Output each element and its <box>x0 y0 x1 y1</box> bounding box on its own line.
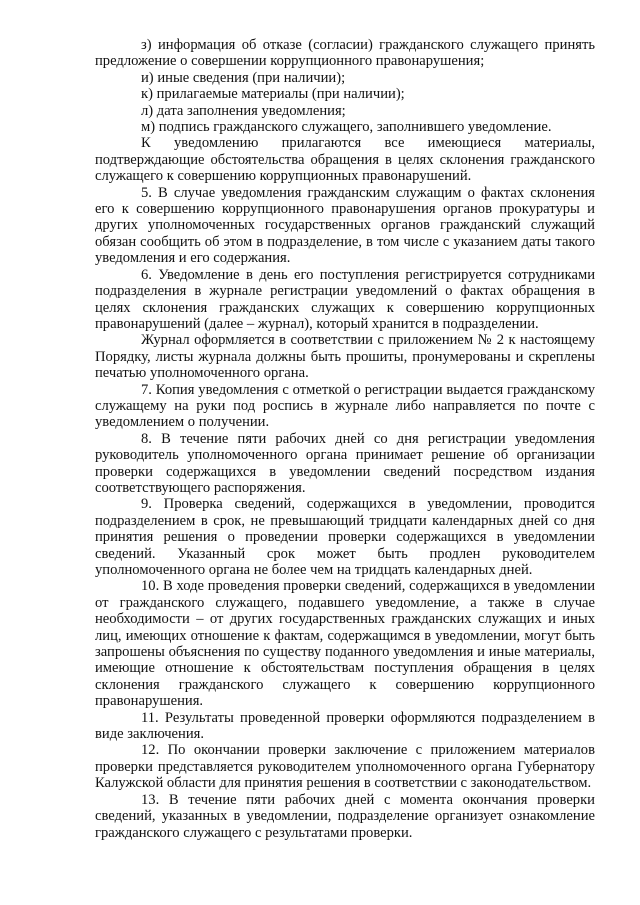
paragraph-12: 12. По окончании проверки заключение с приложением материалов проверки представляется руководителем уполномоченного органа Губернатору Калужской области для принятия решения в соответствии с законодательством. <box>95 742 595 792</box>
paragraph-journal: Журнал оформляется в соответствии с приложением № 2 к настоящему Порядку, листы журнала должны быть прошиты, пронумерованы и скреплены печатью уполномоченного органа. <box>95 332 595 382</box>
paragraph-item-l: л) дата заполнения уведомления; <box>141 102 346 119</box>
paragraph-item-i: и) иные сведения (при наличии); <box>141 69 346 86</box>
paragraph-attachments: К уведомлению прилагаются все имеющиеся материалы, подтверждающие обстоятельства обращения в целях склонения гражданского служащего к совершению коррупционных правонарушений. <box>95 135 595 185</box>
paragraph-item-m: м) подпись гражданского служащего, заполнившего уведомление. <box>141 119 552 136</box>
paragraph-8: 8. В течение пяти рабочих дней со дня регистрации уведомления руководитель уполномоченного органа принимает решение об организации проверки содержащихся в уведомлении сведений посредством издания соответствующего распоряжения. <box>95 430 595 496</box>
paragraph-item-k: к) прилагаемые материалы (при наличии); <box>141 86 405 103</box>
paragraph-6: 6. Уведомление в день его поступления регистрируется сотрудниками подразделения в журнале регистрации уведомлений о фактах обращения в целях склонения гражданских служащих к совершению коррупционных правонарушений (далее – журнал), который хранится в подразделении. <box>95 266 595 332</box>
paragraph-item-z: з) информация об отказе (согласии) гражданского служащего принять предложение о совершении коррупционного правонарушения; <box>95 37 595 70</box>
paragraph-13: 13. В течение пяти рабочих дней с момента окончания проверки сведений, указанных в уведомлении, подразделение организует ознакомление гражданского служащего с результатами проверки. <box>95 791 595 841</box>
paragraph-10: 10. В ходе проведения проверки сведений, содержащихся в уведомлении от гражданского служащего, подавшего уведомление, а также в случае необходимости – от других государственных гражданских служащих и иных лиц, имеющих отношение к фактам, содержащимся в уведомлении, могут быть запрошены объяснения по существу поданного уведомления и иные материалы, имеющие отношение к обстоятельствам поступления обращения в целях склонения гражданского служащего к совершению коррупционного правонарушения. <box>95 578 595 710</box>
document-page <box>95 37 595 841</box>
paragraph-7: 7. Копия уведомления с отметкой о регистрации выдается гражданскому служащему на руки под роспись в журнале либо направляется по почте с уведомлением о получении. <box>95 381 595 431</box>
paragraph-5: 5. В случае уведомления гражданским служащим о фактах склонения его к совершению коррупционного правонарушения органов прокуратуры и других уполномоченных государственных органов гражданский служащий обязан сообщить об этом в подразделение, в том числе с указанием даты такого уведомления и его содержания. <box>95 184 595 267</box>
paragraph-11: 11. Результаты проведенной проверки оформляются подразделением в виде заключения. <box>95 709 595 743</box>
paragraph-9: 9. Проверка сведений, содержащихся в уведомлении, проводится подразделением в срок, не превышающий тридцати календарных дней со дня принятия решения о проведении проверки содержащихся в уведомлении сведений. Указанный срок может быть продлен руководителем уполномоченного органа не более чем на тридцать календарных дней. <box>95 496 595 578</box>
